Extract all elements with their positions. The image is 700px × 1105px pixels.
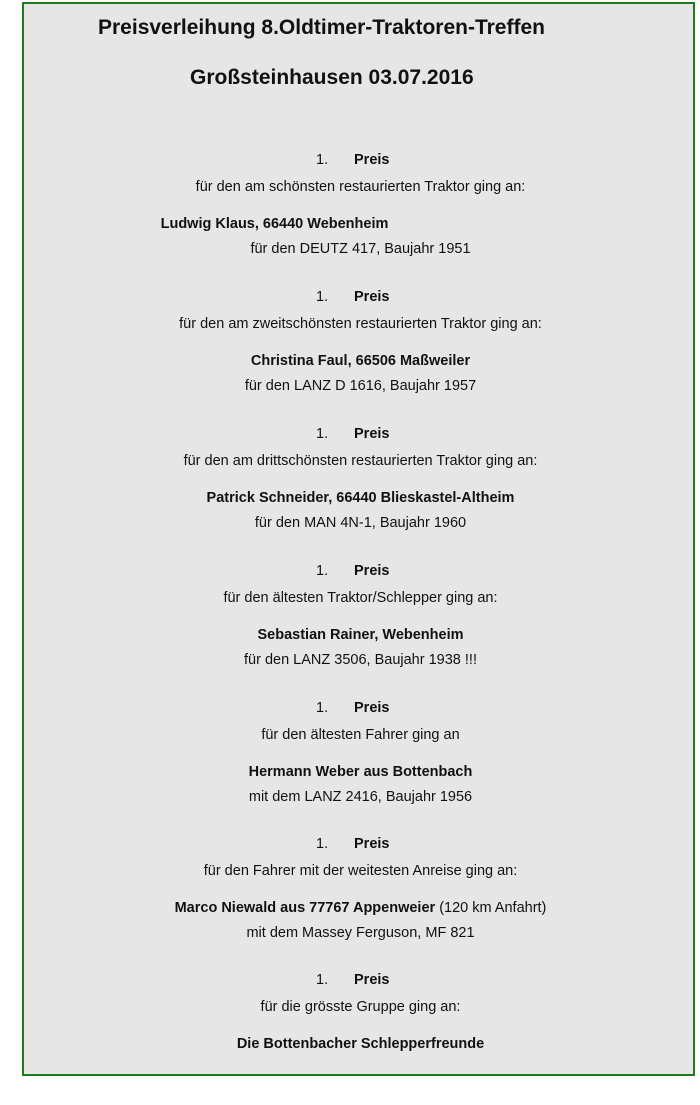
award-winner-name: Patrick Schneider, 66440 Blieskastel-Altheim <box>206 490 515 506</box>
award-winner-name: Hermann Weber aus Bottenbach <box>248 764 473 780</box>
award-heading <box>24 152 697 172</box>
award-description: für den Fahrer mit der weitesten Anreise ging an: <box>203 863 518 879</box>
award-winner <box>24 764 697 780</box>
award-heading <box>24 563 697 583</box>
award-number: 1. <box>316 152 329 168</box>
award-winner <box>24 353 697 369</box>
award-heading <box>24 426 697 446</box>
award-heading <box>24 700 697 720</box>
award-label: Preis <box>354 426 390 442</box>
award-winner-name: Ludwig Klaus, 66440 Webenheim <box>160 216 389 232</box>
award-description: für den am schönsten restaurierten Traktor ging an: <box>195 179 526 195</box>
award-description: für den am drittschönsten restaurierten Traktor ging an: <box>183 453 538 469</box>
award-number: 1. <box>316 563 329 579</box>
award-winner-name: Sebastian Rainer, Webenheim <box>257 627 464 643</box>
document-subtitle: Großsteinhausen 03.07.2016 <box>190 66 474 89</box>
award-winner <box>24 627 697 643</box>
award-label: Preis <box>354 972 390 988</box>
award-number: 1. <box>316 972 329 988</box>
award-vehicle: für den LANZ D 1616, Baujahr 1957 <box>244 378 477 394</box>
award-label: Preis <box>354 152 390 168</box>
award-label: Preis <box>354 836 390 852</box>
award-vehicle: für den MAN 4N-1, Baujahr 1960 <box>254 515 467 531</box>
award-winner-name: Marco Niewald aus 77767 Appenweier <box>174 900 436 916</box>
award-heading <box>24 836 697 856</box>
award-vehicle: für den DEUTZ 417, Baujahr 1951 <box>250 241 471 257</box>
award-label: Preis <box>354 700 390 716</box>
award-vehicle: mit dem LANZ 2416, Baujahr 1956 <box>248 789 473 805</box>
award-description: für den ältesten Fahrer ging an <box>261 727 460 743</box>
award-winner-name: Christina Faul, 66506 Maßweiler <box>250 353 471 369</box>
award-vehicle: für den LANZ 3506, Baujahr 1938 !!! <box>244 652 477 668</box>
award-winner <box>24 1036 697 1052</box>
award-description: für den am zweitschönsten restaurierten Traktor ging an: <box>179 316 542 332</box>
award-winner-name: Die Bottenbacher Schlepperfreunde <box>236 1036 485 1052</box>
award-winner <box>24 900 697 916</box>
award-number: 1. <box>316 289 329 305</box>
document-title: Preisverleihung 8.Oldtimer-Traktoren-Treffen <box>98 16 545 39</box>
award-heading <box>24 289 697 309</box>
award-description: für die grösste Gruppe ging an: <box>260 999 461 1015</box>
award-number: 1. <box>316 426 329 442</box>
award-heading <box>24 972 697 992</box>
award-label: Preis <box>354 289 390 305</box>
award-number: 1. <box>316 836 329 852</box>
award-document <box>22 2 695 1076</box>
award-number: 1. <box>316 700 329 716</box>
award-winner <box>0 216 611 232</box>
award-label: Preis <box>354 563 390 579</box>
award-description: für den ältesten Traktor/Schlepper ging an: <box>223 590 498 606</box>
award-winner <box>24 490 697 506</box>
award-vehicle: mit dem Massey Ferguson, MF 821 <box>246 925 475 941</box>
award-winner-note: (120 km Anfahrt) <box>435 900 547 916</box>
